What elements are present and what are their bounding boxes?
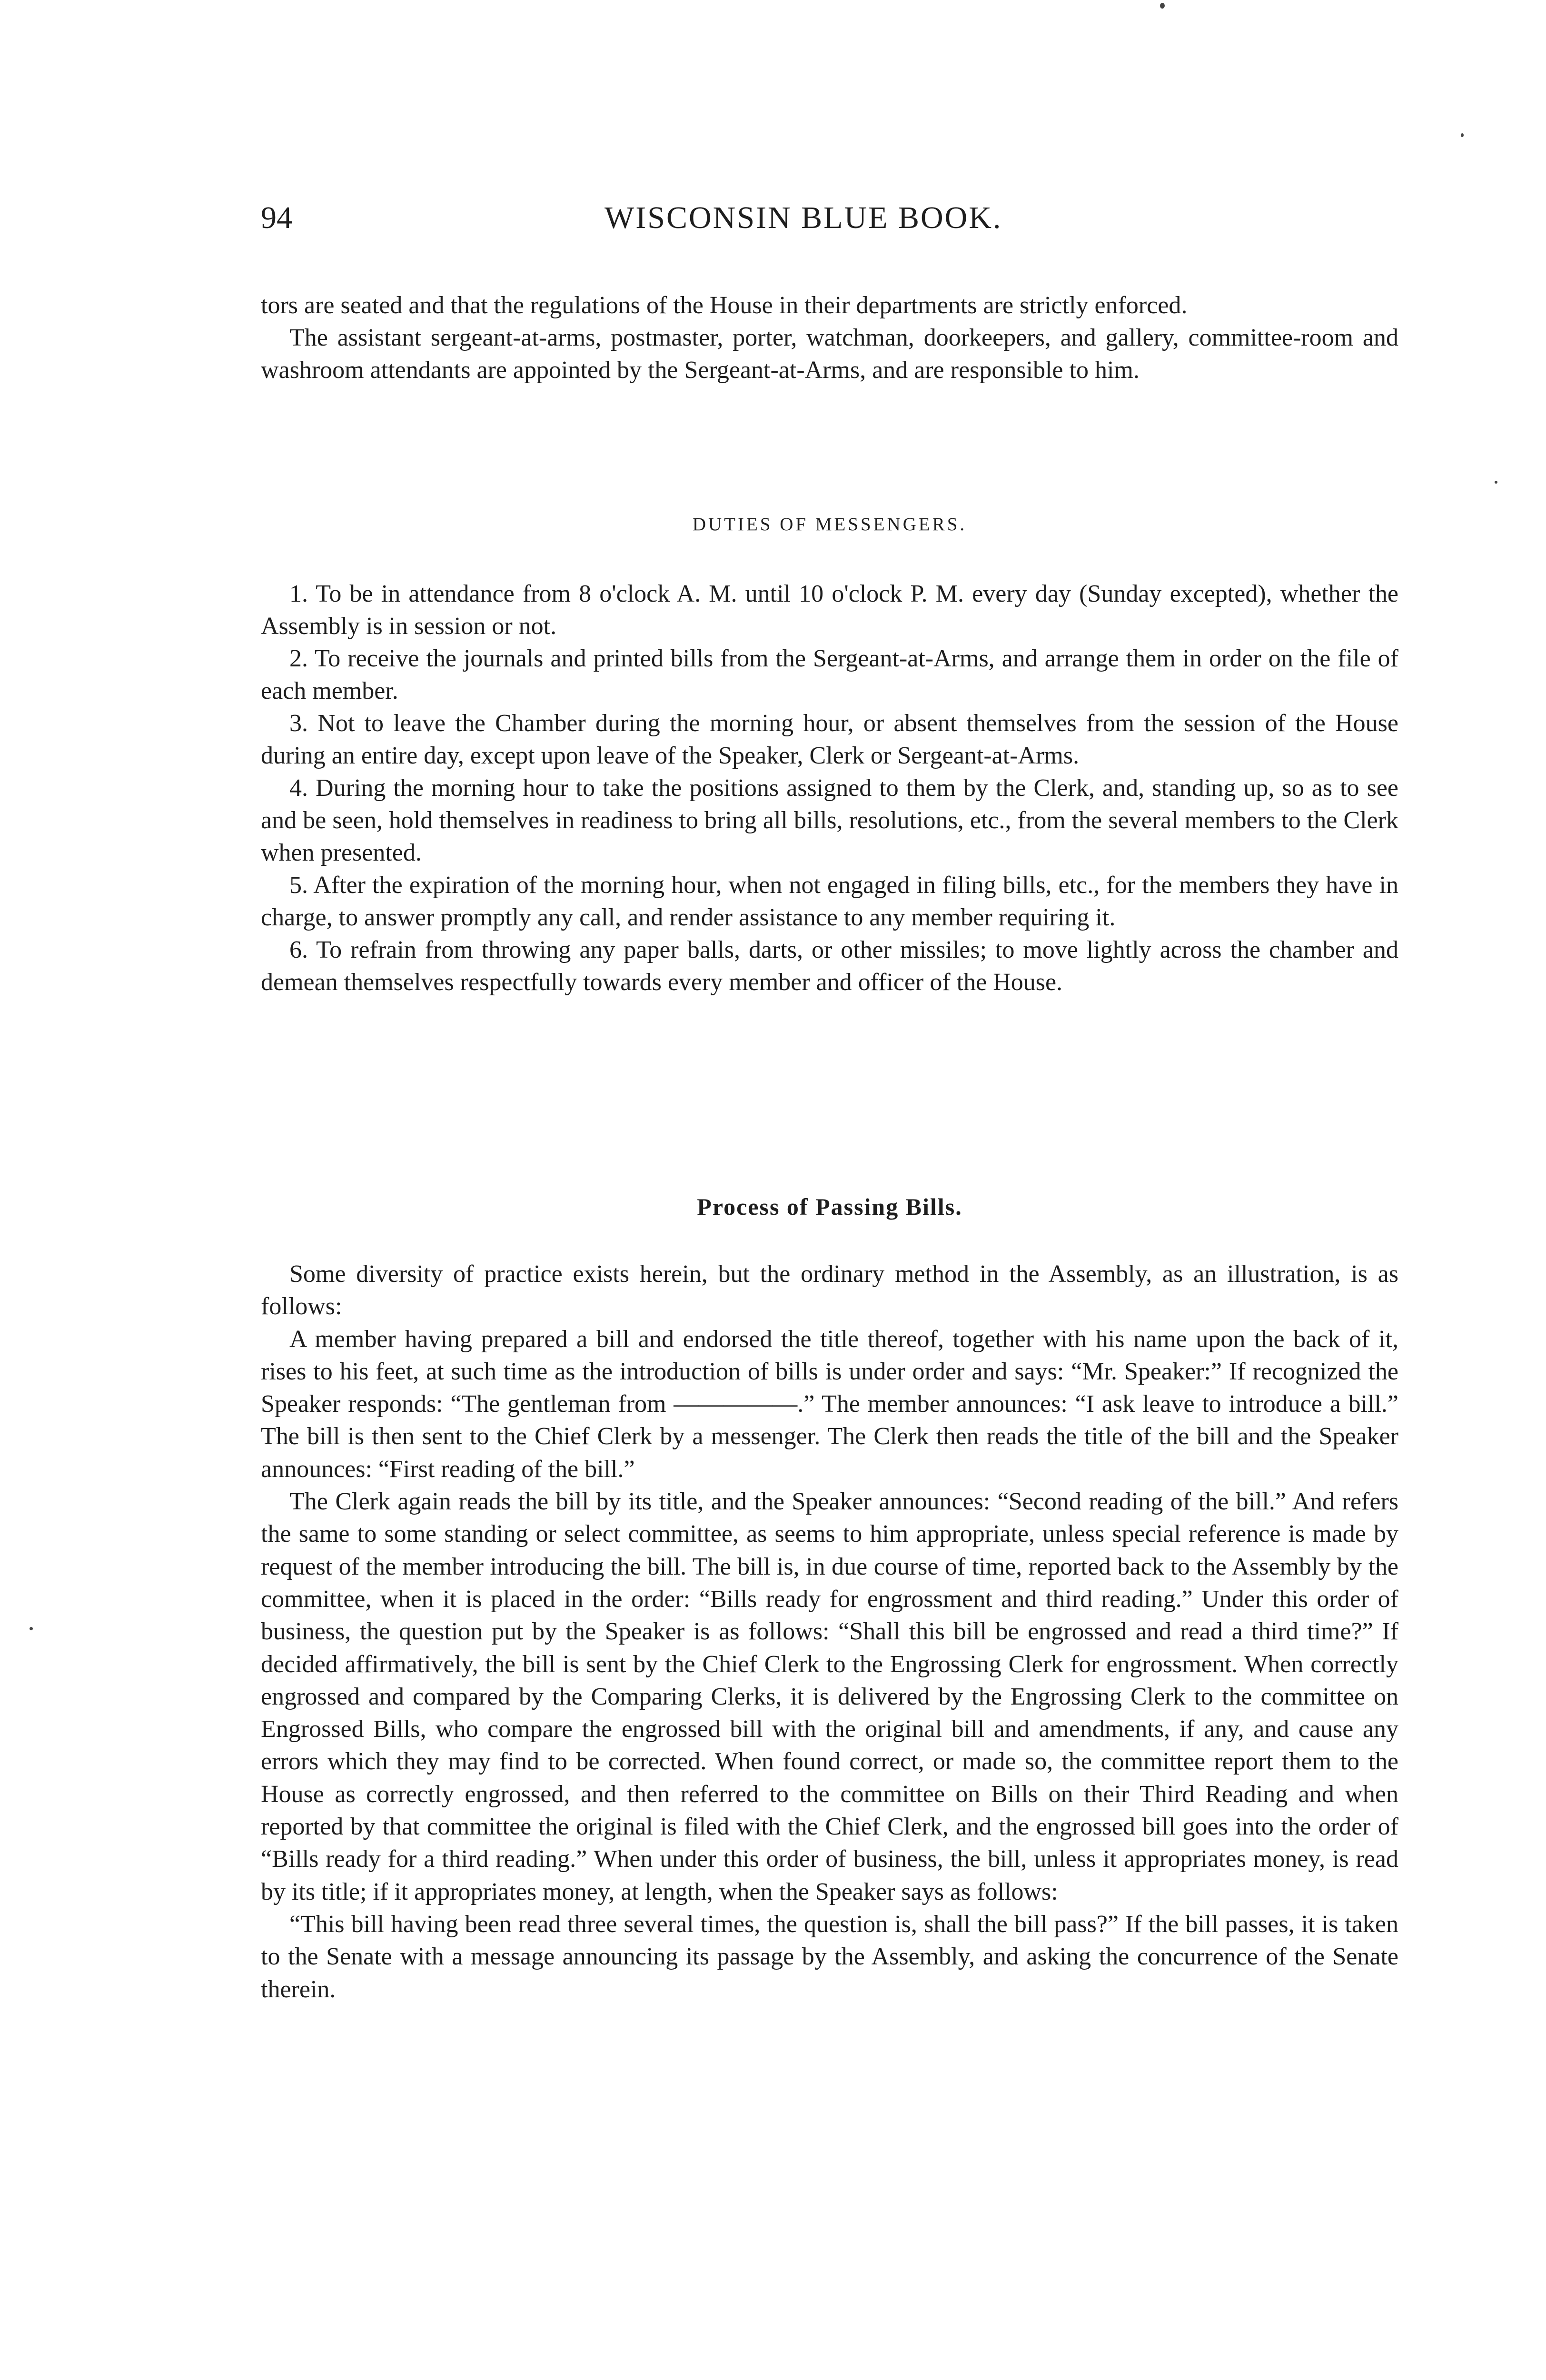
appointments-paragraph: The assistant sergeant-at-arms, postmaster, porter, watchman, doorkeepers, and gallery, committee-room and washroom attendants are appointed by the Sergeant-at-Arms, and are responsible to him. <box>261 324 1398 384</box>
process-heading: Process of Passing Bills. <box>697 1193 962 1220</box>
continued-paragraph: tors are seated and that the regulations of the House in their departments are strictly enforced. <box>261 292 1188 319</box>
duty-item: 2. To receive the journals and printed bills from the Sergeant-at-Arms, and arrange them in order on the file of each member. <box>261 645 1398 704</box>
process-paragraph: “This bill having been read three several times, the question is, shall the bill pass?” If the bill passes, it is taken to the Senate with a message announcing its passage by the Assembly, and asking the concurrence of the Senate therein. <box>261 1910 1398 2003</box>
messenger-duties-list <box>261 578 1398 999</box>
intro-text <box>261 289 1398 387</box>
page-number: 94 <box>261 200 292 235</box>
running-title: WISCONSIN BLUE BOOK. <box>605 200 1002 235</box>
ink-speck <box>30 1627 33 1630</box>
duty-item: 4. During the morning hour to take the positions assigned to them by the Clerk, and, standing up, so as to see and be seen, hold themselves in readiness to bring all bills, resolutions, etc., from the several members to the Clerk when presented. <box>261 774 1398 866</box>
messengers-heading: DUTIES OF MESSENGERS. <box>692 514 967 535</box>
process-paragraph: A member having prepared a bill and endorsed the title thereof, together with his name upon the back of it, rises to his feet, at such time as the introduction of bills is under order and says: “Mr. Speaker:” If recognized the Speaker responds: “The gentleman from —————.” The member announces: “I ask leave to introduce a bill.” The bill is then sent to the Chief Clerk by a messenger. The Clerk then reads the title of the bill and the Speaker announces: “First reading of the bill.” <box>261 1325 1398 1483</box>
ink-speck <box>1495 481 1497 484</box>
duty-item: 5. After the expiration of the morning hour, when not engaged in filing bills, etc., for the members they have in charge, to answer promptly any call, and render assistance to any member requiring it. <box>261 872 1398 931</box>
process-paragraph: Some diversity of practice exists herein, but the ordinary method in the Assembly, as an illustration, is as follows: <box>261 1260 1398 1320</box>
duty-item: 1. To be in attendance from 8 o'clock A. M. until 10 o'clock P. M. every day (Sunday excepted), whether the Assembly is in session or not. <box>261 580 1398 640</box>
process-text <box>261 1258 1398 2006</box>
duty-item: 6. To refrain from throwing any paper balls, darts, or other missiles; to move lightly across the chamber and demean themselves respectfully towards every member and officer of the House. <box>261 936 1398 996</box>
ink-speck <box>1461 133 1464 137</box>
running-head <box>261 199 1398 237</box>
duty-item: 3. Not to leave the Chamber during the morning hour, or absent themselves from the session of the House during an entire day, except upon leave of the Speaker, Clerk or Sergeant-at-Arms. <box>261 710 1398 769</box>
ink-speck <box>1160 3 1165 9</box>
process-paragraph: The Clerk again reads the bill by its title, and the Speaker announces: “Second reading of the bill.” And refers the same to some standing or select committee, as seems to him appropriate, unless special reference is made by request of the member introducing the bill. The bill is, in due course of time, reported back to the Assembly by the committee, when it is placed in the order: “Bills ready for engrossment and third reading.” Under this order of business, the question put by the Speaker is as follows: “Shall this bill be engrossed and read a third time?” If decided affirmatively, the bill is sent by the Chief Clerk to the Engrossing Clerk for engrossment. When correctly engrossed and compared by the Comparing Clerks, it is delivered by the Engrossing Clerk to the committee on Engrossed Bills, who compare the engrossed bill with the original bill and amendments, if any, and cause any errors which they may find to be corrected. When found correct, or made so, the committee report them to the House as correctly engrossed, and then referred to the committee on Bills on their Third Reading and when reported by that committee the original is filed with the Chief Clerk, and the engrossed bill goes into the order of “Bills ready for a third reading.” When under this order of business, the bill, unless it appropriates money, is read by its title; if it appropriates money, at length, when the Speaker says as follows: <box>261 1488 1398 1905</box>
